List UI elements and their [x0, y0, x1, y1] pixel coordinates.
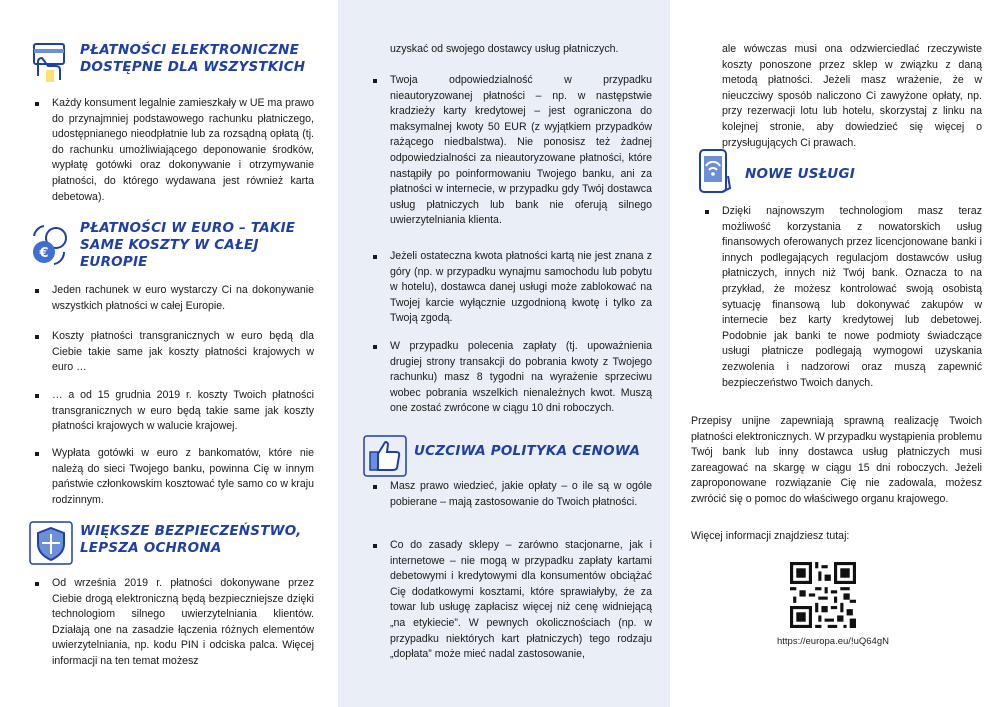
bullet-atm-withdrawal: Wypłata gotówki w euro z bankomatów, które nie należą do sieci Twojego banku, powinna Cię w innym państwie członkowskim kosztować tyle samo co w kraju rodzinnym. [52, 446, 314, 508]
smartphone-icon [692, 148, 738, 194]
bullet-direct-debit: W przypadku polecenia zapłaty (tj. upoważnienia drugiej strony transakcji do pobrania kwoty z Twojego rachunku) masz 8 tygodni na wyrażenie sprzeciwu wobec pobrania wszelkich nienależnych kwot. Muszą one zostać zwrócone w ciągu 10 dni roboczych. [390, 339, 652, 417]
continued-text: uzyskać od swojego dostawcy usług płatniczych. [390, 43, 619, 55]
section-title-security: WIĘKSZE BEZPIECZEŃSTWO, LEPSZA OCHRONA [80, 523, 302, 556]
more-info-text: Więcej informacji znajdziesz tutaj: [691, 530, 850, 542]
bullet-card-blocking: Jeżeli ostateczna kwota płatności kartą nie jest znana z góry (np. w przypadku wynajmu samochodu lub pobytu w hotelu), dostawca danej usługi może zablokować na Twojej karcie wyłącznie uzgodnioną kwotę i tylko za Twoją zgodą. [390, 249, 652, 327]
bullet-new-services: Dzięki najnowszym technologiom masz teraz możliwość korzystania z nowatorskich usług finansowych oferowanych przez licencjonowane banki i innych podlegających regulacjom dostawców usług płatniczych, innych niż Twój bank. Oznacza to na przykład, że możesz kontrolować swoją osobistą sytuację finansową lub dokonywać zakupów w internecie bez karty kredytowej lub debetowej. Podobnie jak banki te nowe podmioty świadczące usługi płatnicze podlegają wymogowi uzyskania zezwolenia i nadzorowi oraz muszą zapewnić bezpieczeństwo Twoich danych. [722, 204, 982, 391]
section-title-electronic-payments: PŁATNOŚCI ELEKTRONICZNE DOSTĘPNE DLA WSZYSTKICH [80, 42, 306, 75]
right-column [670, 0, 1000, 707]
more-info-link[interactable]: https://europa.eu/!uQ64gN [777, 636, 889, 647]
section-title-euro-payments: PŁATNOŚCI W EURO – TAKIE SAME KOSZTY W CAŁEJ EUROPIE [80, 220, 296, 270]
section-title-fair-pricing: UCZCIWA POLITYKA CENOWA [414, 443, 641, 459]
thumbs-up-icon [362, 432, 408, 478]
bullet-strong-authentication: Od września 2019 r. płatności dokonywane przez Ciebie drogą elektroniczną będą bezpieczniejsze dzięki technologiom silnego uwierzytelniania klientów. Działają one na zasadzie łączenia różnych elementów uwierzytelniania, np. kodu PIN i odciska palca. Więcej informacji na ten temat możesz [52, 576, 314, 670]
paragraph-eu-rules: Przepisy unijne zapewniają sprawną realizację Twoich płatności elektronicznych. W przypadku wystąpienia problemu Twój bank lub inny dostawca usług płatniczych musi zareagować na skargę w ciągu 15 dni roboczych. Jeżeli zaproponowane rozwiązanie Cię nie zadowala, możesz zwrócić się o pomoc do właściwego organu krajowego. [691, 415, 982, 505]
bullet-december-2019: … a od 15 grudnia 2019 r. koszty Twoich płatności transgranicznych w euro będą takie same jak koszty płatności krajowych w walucie krajowej. [52, 388, 314, 435]
shield-icon [28, 520, 74, 566]
left-column [0, 0, 338, 707]
continued-text: ale wówczas musi ona odzwierciedlać rzeczywiste koszty ponoszone przez sklep w związku z daną metodą płatności. Jeżeli masz wrażenie, że w nieuczciwy sposób naliczono Ci zawyżone opłaty, np. przy rezerwacji lotu lub hotelu, skorzystaj z linku na kolejnej stronie, aby dowiedzieć się więcej o przysługujących Ci prawach. [722, 43, 982, 149]
bullet-basic-account: Każdy konsument legalnie zamieszkały w UE ma prawo do przynajmniej podstawowego rachunku płatniczego, udostępnianego nieodpłatnie lub za rozsądną opłatą (tj. do rachunku umożliwiającego deponowanie środków, wypłatę gotówki oraz dokonywanie i otrzymywanie płatności, do którego wydawana jest również karta debetowa). [52, 96, 314, 205]
card-hand-icon [28, 40, 74, 86]
qr-code [790, 562, 856, 628]
bullet-surcharge: Co do zasady sklepy – zarówno stacjonarne, jak i internetowe – nie mogą w przypadku zapłaty kartami debetowymi i kredytowymi dla konsumentów obciążać Cię dodatkowymi kosztami, które sprawiałyby, że za towar lub usługę zapłacisz więcej niż cenę widniejącą „na etykiecie”. W pewnych okolicznościach (np. w przypadku niektórych kart płatniczych) tego rodzaju „dopłata” może mieć nadal zastosowanie, [390, 538, 652, 663]
middle-column [338, 0, 670, 707]
bullet-fees: Masz prawo wiedzieć, jakie opłaty – o ile są w ogóle pobierane – mają zastosowanie do Twoich płatności. [390, 479, 652, 510]
bullet-crossborder-costs: Koszty płatności transgranicznych w euro będą dla Ciebie takie same jak koszty płatności krajowych w euro … [52, 329, 314, 376]
section-title-new-services: NOWE USŁUGI [745, 166, 855, 182]
bullet-liability: Twoja odpowiedzialność w przypadku nieautoryzowanej płatności – np. w następstwie kradzieży karty kredytowej – jest ograniczona do maksymalnej kwoty 50 EUR (z wyjątkiem przypadków rażącego niedbalstwa). Nie ponosisz też żadnej odpowiedzialności za nieautoryzowane płatności, które nastąpiły po poinformowaniu Twojego banku, ani za płatności w internecie, w przypadku gdy Twój dostawca usług płatniczych lub bank nie oferują silnego uwierzytelniania klienta. [390, 73, 652, 229]
svg-text:€: € [39, 246, 49, 261]
euro-exchange-icon [28, 222, 74, 268]
bullet-one-account: Jeden rachunek w euro wystarczy Ci na dokonywanie wszystkich płatności w całej Europie. [52, 283, 314, 314]
